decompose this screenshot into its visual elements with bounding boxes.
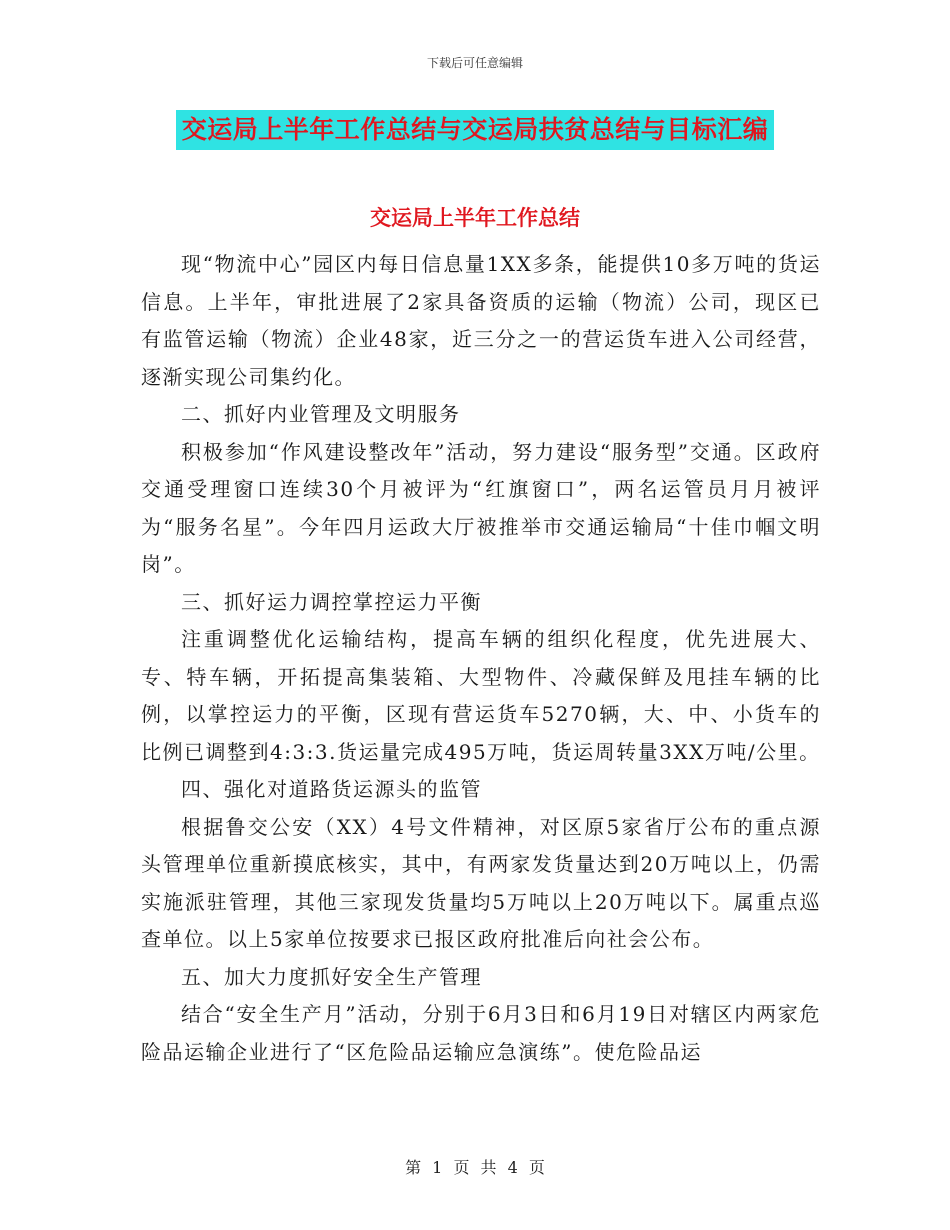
- paragraph: 结合“安全生产月”活动，分别于6月3日和6月19日对辖区内两家危险品运输企业进行了“区危险品运输应急演练”。使危险品运: [141, 1002, 821, 1064]
- paragraph: 积极参加“作风建设整改年”活动，努力建设“服务型”交通。区政府交通受理窗口连续30个月被评为“红旗窗口”，两名运管员月月被评为“服务名星”。今年四月运政大厅被推举市交通运输局“十佳巾帼文明岗”。: [141, 439, 821, 576]
- paragraph: 五、加大力度抓好安全生产管理: [181, 964, 482, 989]
- paragraph: 三、抓好运力调控掌控运力平衡: [181, 589, 482, 614]
- paragraph: 二、抓好内业管理及文明服务: [181, 402, 461, 426]
- paragraph: 注重调整优化运输结构，提高车辆的组织化程度，优先进展大、专、特车辆，开拓提高集装箱、大型物件、冷藏保鲜及甩挂车辆的比例，以掌控运力的平衡，区现有营运货车5270辆，大、中、小货车的比例已调整到4:3:3.货运量完成495万吨，货运周转量3XX万吨/公里。: [141, 627, 821, 764]
- paragraph: 根据鲁交公安（XX）4号文件精神，对区原5家省厅公布的重点源头管理单位重新摸底核实，其中，有两家发货量达到20万吨以上，仍需实施派驻管理，其他三家现发货量均5万吨以上20万吨以下。属重点巡查单位。以上5家单位按要求已报区政府批准后向社会公布。: [141, 814, 821, 951]
- paragraph: 现“物流中心”园区内每日信息量1XX多条，能提供10多万吨的货运信息。上半年，审批进展了2家具备资质的运输（物流）公司，现区已有监管运输（物流）企业48家，近三分之一的营运货车进入公司经营，逐渐实现公司集约化。: [141, 252, 821, 389]
- header-note: 下载后可任意编辑: [426, 56, 523, 70]
- main-title: 交运局上半年工作总结与交运局扶贫总结与目标汇编: [176, 110, 775, 150]
- page-number-footer: 第 1 页 共 4 页: [405, 1158, 545, 1177]
- paragraph: 四、强化对道路货运源头的监管: [181, 777, 482, 801]
- section-title: 交运局上半年工作总结: [370, 206, 580, 230]
- body-text: [141, 246, 821, 1071]
- main-title-container: [0, 110, 950, 150]
